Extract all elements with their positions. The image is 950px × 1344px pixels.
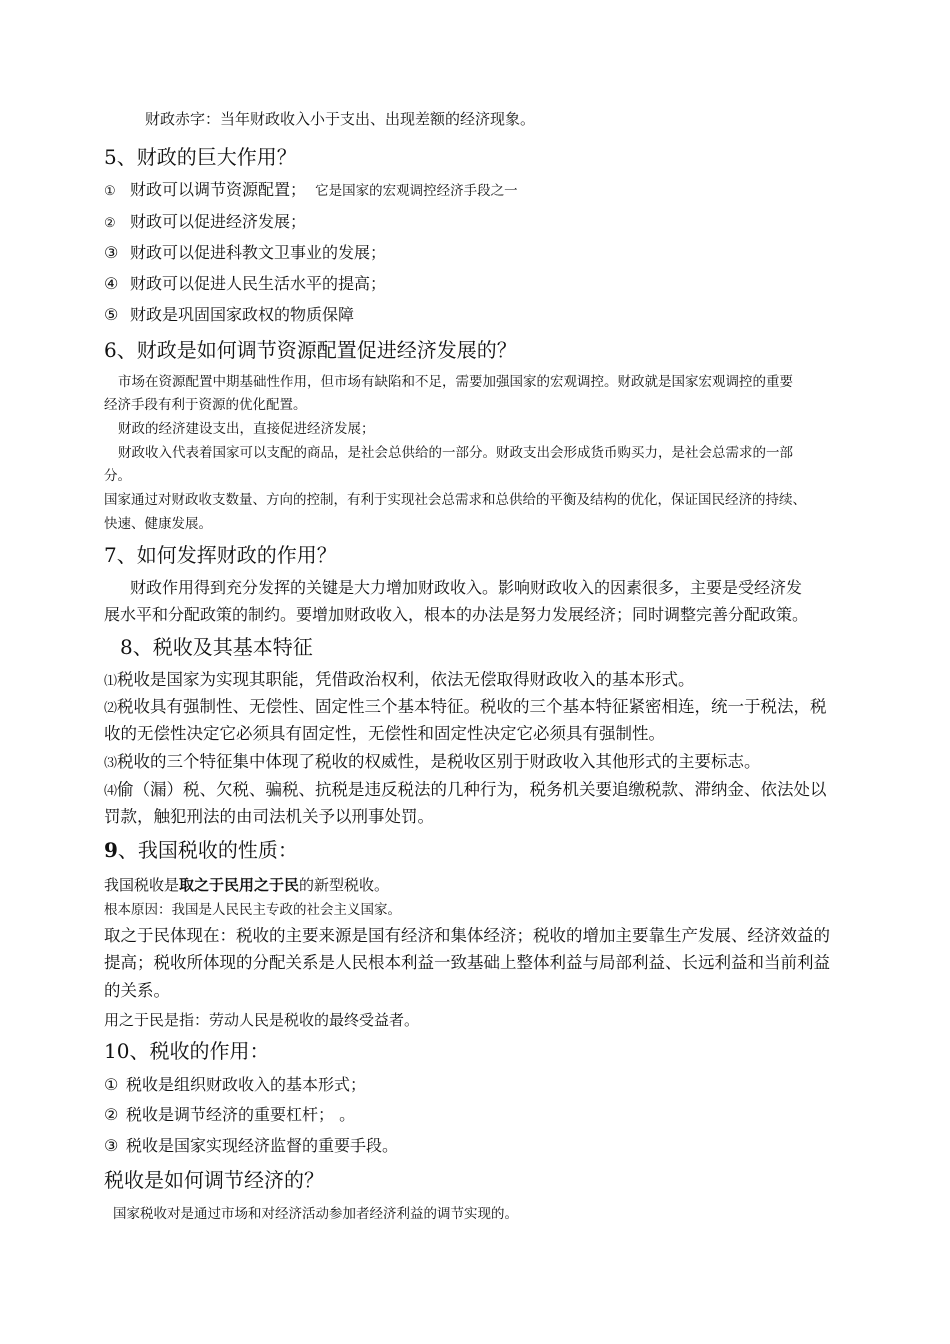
item-number: ① xyxy=(104,184,116,199)
q8-line-6: 罚款，触犯刑法的由司法机关予以刑事处罚。 xyxy=(104,807,434,826)
q6-line-2: 经济手段有利于资源的优化配置。 xyxy=(104,397,307,413)
item-text: 税收是组织财政收入的基本形式； xyxy=(126,1075,367,1094)
q8-line-3: 收的无偿性决定它必须具有固定性，无偿性和固定性决定它必须具有强制性。 xyxy=(104,724,665,743)
q6-line-3: 财政的经济建设支出，直接促进经济发展； xyxy=(118,421,375,437)
q7-line-1: 财政作用得到充分发挥的关键是大力增加财政收入。影响财政收入的因素很多，主要是受经济发 xyxy=(130,578,803,597)
q9-take-line-1: 取之于民体现在：税收的主要来源是国有经济和集体经济；税收的增加主要靠生产发展、经济效益的 xyxy=(104,926,830,945)
text-prefix: 我国税收是 xyxy=(104,876,180,894)
item-text: 财政可以调节资源配置； xyxy=(130,180,307,199)
q6-line-1: 市场在资源配置中期基础性作用，但市场有缺陷和不足，需要加强国家的宏观调控。财政就是国家宏观调控的重要 xyxy=(118,374,793,390)
item-text: 财政可以促进科教文卫事业的发展； xyxy=(130,243,387,262)
q6-line-5: 分。 xyxy=(104,468,131,484)
q8-heading: 8、税收及其基本特征 xyxy=(120,635,313,659)
item-number: ② xyxy=(104,1105,119,1124)
q6-line-6: 国家通过对财政收支数量、方向的控制，有利于实现社会总需求和总供给的平衡及结构的优化，保证国民经济的持续、 xyxy=(104,492,806,508)
item-text: 税收具有强制性、无偿性、固定性三个基本特征。税收的三个基本特征紧密相连，统一于税法，税 xyxy=(117,697,827,716)
q10-heading: 10、税收的作用： xyxy=(104,1039,270,1063)
heading-text: 、我国税收的性质： xyxy=(117,838,298,862)
q7-heading: 7、如何发挥财政的作用？ xyxy=(104,543,337,567)
item-number: ⑷ xyxy=(104,784,118,799)
q5-heading: 5、财政的巨大作用？ xyxy=(104,145,297,169)
item-text: 税收是国家实现经济监督的重要手段。 xyxy=(126,1136,399,1155)
q9-take-line-2: 提高；税收所体现的分配关系是人民根本利益一致基础上整体利益与局部利益、长远利益和当前利益 xyxy=(104,953,830,972)
q7-line-2: 展水平和分配政策的制约。要增加财政收入，根本的办法是努力发展经济；同时调整完善分配政策。 xyxy=(104,605,809,624)
item-text: 税收是调节经济的重要杠杆； 。 xyxy=(126,1105,356,1124)
q9-reason: 根本原因：我国是人民民主专政的社会主义国家。 xyxy=(104,902,401,918)
fiscal-deficit-definition: 财政赤字：当年财政收入小于支出、出现差额的经济现象。 xyxy=(145,110,536,128)
item-text: 税收是国家为实现其职能，凭借政治权利，依法无偿取得财政收入的基本形式。 xyxy=(117,670,695,689)
text-emphasis: 取之于民用之于民 xyxy=(179,876,300,894)
q5-item-5 xyxy=(104,305,354,324)
q6-heading: 6、财政是如何调节资源配置促进经济发展的？ xyxy=(104,338,517,362)
item-number: ⑴ xyxy=(104,674,118,689)
q11-text: 国家税收对是通过市场和对经济活动参加者经济利益的调节实现的。 xyxy=(113,1206,518,1222)
q8-line-4 xyxy=(104,752,761,772)
item-text: 税收的三个特征集中体现了税收的权威性，是税收区别于财政收入其他形式的主要标志。 xyxy=(117,752,761,771)
q6-line-7: 快速、健康发展。 xyxy=(104,516,212,532)
q5-item-2 xyxy=(104,212,306,232)
q6-line-4: 财政收入代表着国家可以支配的商品，是社会总供给的一部分。财政支出会形成货币购买力，是社会总需求的一部 xyxy=(118,445,793,461)
q5-item-1 xyxy=(104,180,518,200)
q8-line-1 xyxy=(104,670,695,690)
item-text: 偷（漏）税、欠税、骗税、抗税是违反税法的几种行为，税务机关要追缴税款、滞纳金、依法处以 xyxy=(117,780,827,799)
q8-line-5 xyxy=(104,780,827,800)
item-text: 财政是巩固国家政权的物质保障 xyxy=(130,305,355,324)
q5-item-4 xyxy=(104,274,386,293)
item-number: ③ xyxy=(104,1136,119,1155)
item-text: 财政可以促进人民生活水平的提高； xyxy=(130,274,387,293)
item-number: ⑤ xyxy=(104,305,119,324)
item-number: ④ xyxy=(104,274,119,293)
item-number: ⑵ xyxy=(104,701,118,716)
q10-item-1 xyxy=(104,1075,366,1094)
q11-heading: 税收是如何调节经济的？ xyxy=(104,1168,324,1192)
heading-number: 9 xyxy=(104,838,118,862)
item-number: ⑶ xyxy=(104,756,118,771)
item-number: ② xyxy=(104,216,116,231)
q10-item-2 xyxy=(104,1105,355,1124)
q9-line-1 xyxy=(104,876,389,894)
q9-take-line-3: 的关系。 xyxy=(104,981,170,1000)
q9-use: 用之于民是指：劳动人民是税收的最终受益者。 xyxy=(104,1011,420,1029)
q8-line-2 xyxy=(104,697,827,717)
item-note: 它是国家的宏观调控经济手段之一 xyxy=(315,183,518,199)
q5-item-3 xyxy=(104,243,386,262)
q9-heading xyxy=(104,838,298,862)
item-number: ③ xyxy=(104,243,119,262)
item-number: ① xyxy=(104,1075,119,1094)
text-suffix: 的新型税收。 xyxy=(299,876,390,894)
q10-item-3 xyxy=(104,1136,398,1155)
item-text: 财政可以促进经济发展； xyxy=(130,212,307,231)
